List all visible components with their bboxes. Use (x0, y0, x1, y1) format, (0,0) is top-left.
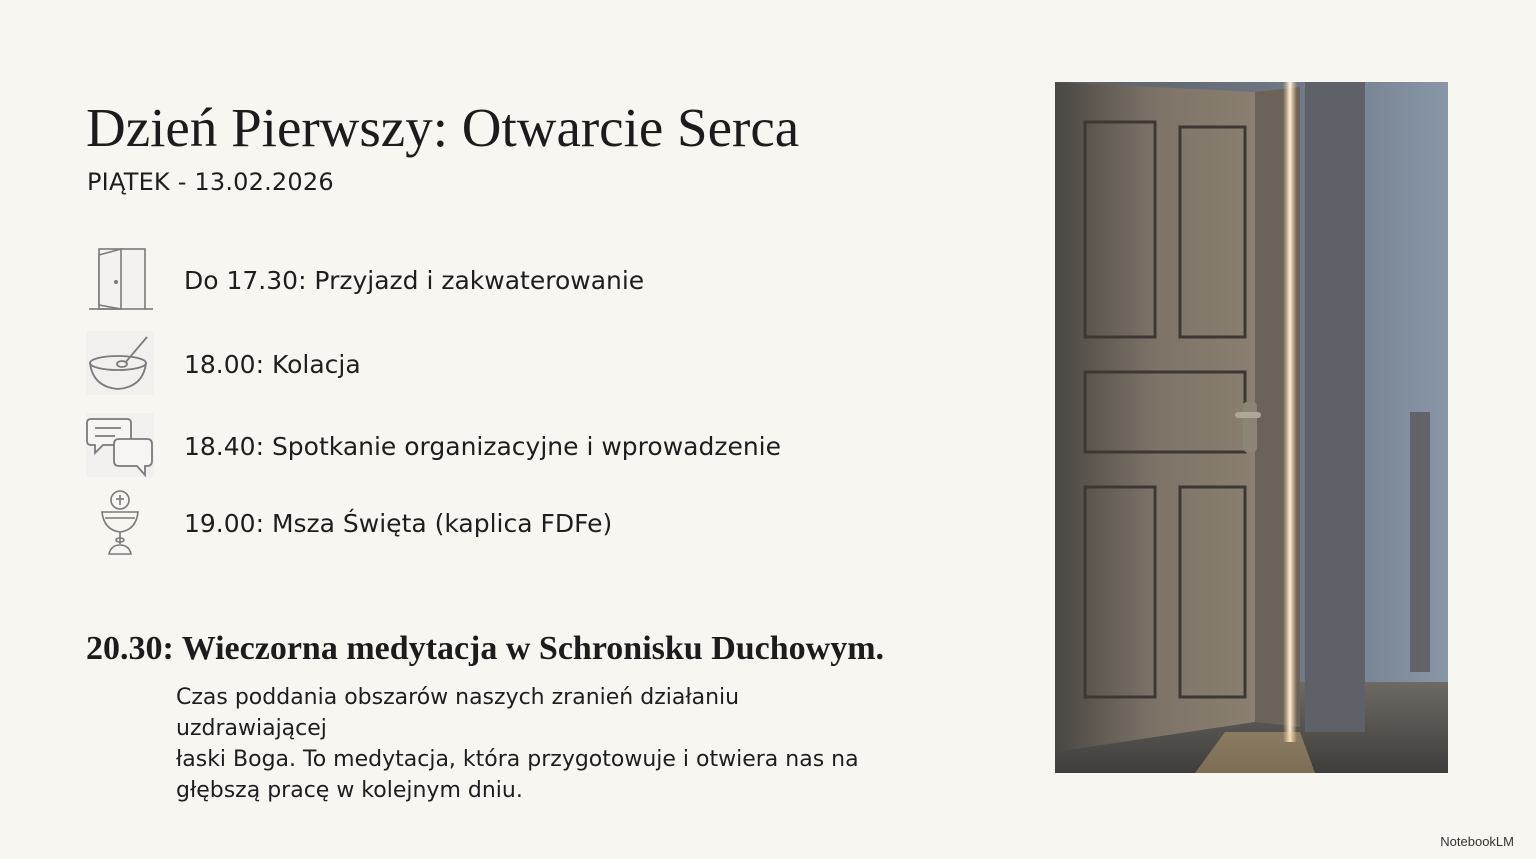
door-icon (84, 244, 156, 316)
schedule-item-text: Do 17.30: Przyjazd i zakwaterowanie (184, 265, 645, 295)
meditation-title: 20.30: Wieczorna medytacja w Schronisku Duchowym. (86, 630, 885, 667)
meditation-description (176, 682, 896, 806)
slide-subtitle: PIĄTEK - 13.02.2026 (87, 168, 334, 196)
notebooklm-watermark: NotebookLM (1440, 834, 1514, 849)
chalice-icon (84, 487, 156, 559)
schedule-item (84, 328, 844, 400)
slide-title: Dzień Pierwszy: Otwarcie Serca (86, 97, 800, 158)
bowl-icon (84, 328, 156, 400)
meditation-line: głębszą pracę w kolejnym dniu. (176, 778, 523, 803)
schedule-item-text: 19.00: Msza Święta (kaplica FDFe) (184, 508, 613, 538)
schedule-item (84, 410, 844, 482)
meditation-line: łaski Boga. To medytacja, która przygotowuje i otwiera nas na (176, 747, 859, 772)
chat-bubbles-icon (84, 410, 156, 482)
open-door-photo (1055, 82, 1448, 773)
schedule-item (84, 487, 844, 559)
schedule-item-text: 18.00: Kolacja (184, 349, 361, 379)
meditation-line: Czas poddania obszarów naszych zranień działaniu uzdrawiającej (176, 685, 740, 741)
schedule-item-text: 18.40: Spotkanie organizacyjne i wprowadzenie (184, 431, 782, 461)
schedule-item (84, 244, 844, 316)
